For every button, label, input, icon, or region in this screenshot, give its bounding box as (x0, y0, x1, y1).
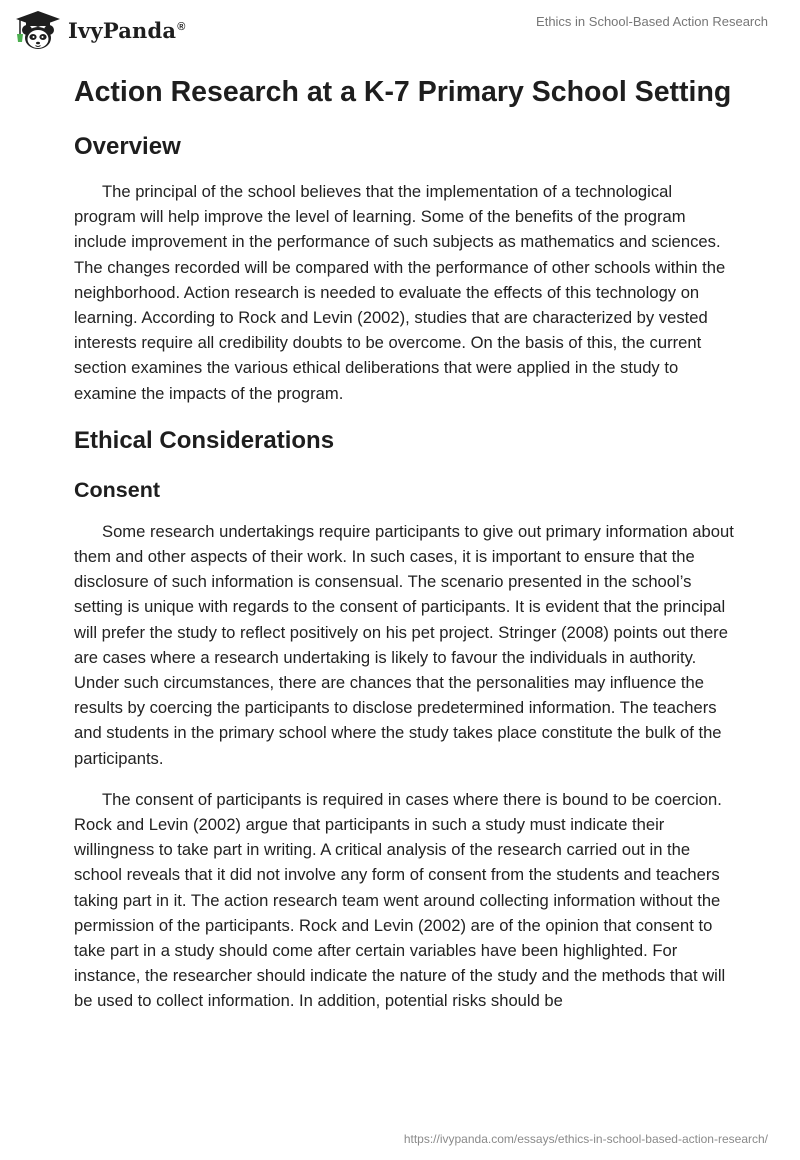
panda-graduate-icon (14, 8, 62, 52)
brand-name: IvyPanda® (68, 17, 186, 43)
page-header (0, 0, 800, 60)
registered-mark: ® (177, 20, 186, 33)
subsection-heading-consent: Consent (74, 477, 160, 502)
paragraph-consent-2: The consent of participants is required in cases where there is bound to be coercion. Rock and Levin (2002) argue that participants in such a study must indicate their willingness to take part in writing. A critical analysis of the research carried out in the school reveals that it did not involve any form of consent from the students and teachers taking part in it. The action research team went around collecting information without the permission of the participants. Rock and Levin (2002) are of the opinion that consent to take part in a study should come after certain variables have been highlighted. For instance, the researcher should indicate the nature of the study and the methods that will be used to collect information. In addition, potential risks should be (74, 789, 726, 1011)
section-heading-ethical-considerations: Ethical Considerations (74, 426, 335, 454)
ivypanda-logo[interactable] (14, 8, 186, 52)
document-title: Ethics in School-Based Action Research (536, 14, 768, 29)
article-body (74, 72, 734, 1014)
paragraph-overview: The principal of the school believes that the implementation of a technological program will help improve the level of learning. Some of the benefits of the program include improvement in the performance of such subjects as mathematics and sciences. The changes recorded will be compared with the performance of other schools within the neighborhood. Action research is needed to evaluate the effects of this technology on learning. According to Rock and Levin (2002), studies that are characterized by vested interests require all credibility doubts to be overcome. On the basis of this, the current section examines the various ethical deliberations that were applied in the study to examine the impacts of the program. (74, 182, 726, 403)
section-heading-overview: Overview (74, 133, 181, 160)
paragraph-consent-1: Some research undertakings require participants to give out primary information about them and other aspects of their work. In such cases, it is important to ensure that the disclosure of such information is consensual. The scenario presented in the school’s setting is unique with regards to the consent of participants. It is evident that the principal will prefer the study to reflect positively on his pet project. Stringer (2008) points out there are cases where a research undertaking is likely to favour the individuals in authority. Under such circumstances, there are chances that the personalities may influence the results by coercing the participants to disclose predetermined information. The teachers and students in the primary school where the study takes place constitute the bulk of the participants. (74, 521, 734, 768)
source-url[interactable]: https://ivypanda.com/essays/ethics-in-school-based-action-research/ (403, 1132, 768, 1146)
page-title: Action Research at a K-7 Primary School Setting (74, 76, 732, 108)
